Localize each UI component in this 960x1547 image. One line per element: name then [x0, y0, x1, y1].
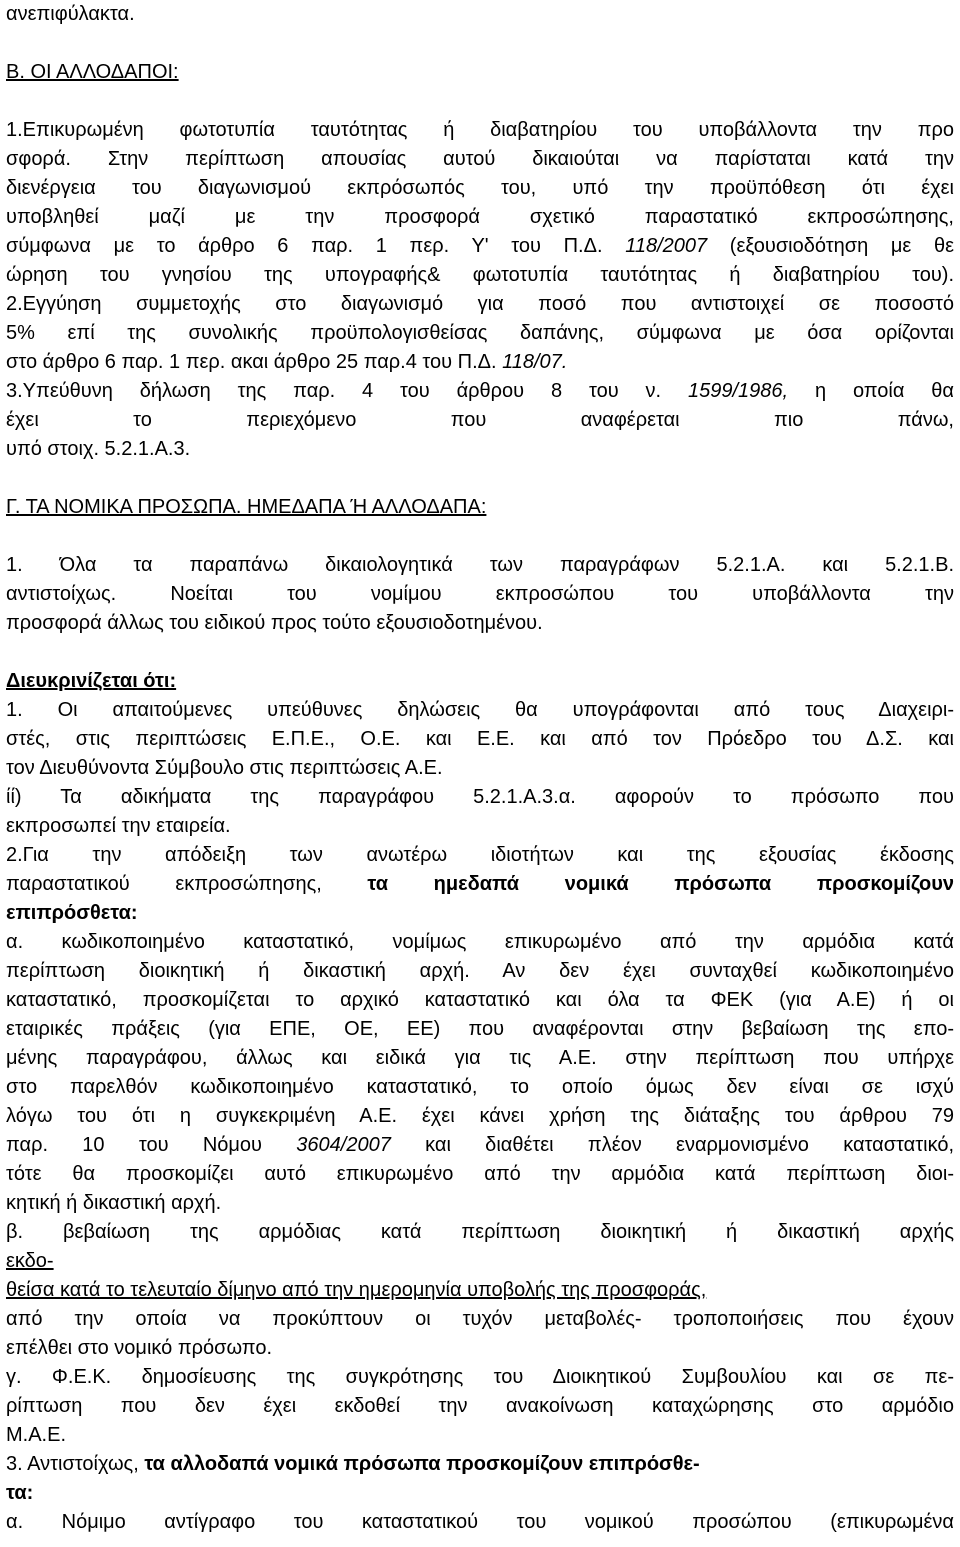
text-line: 1.Επικυρωμένη φωτοτυπία ταυτότητας ή διαβατηρίου του υποβάλλοντα την προ: [6, 119, 954, 141]
text-line: καταστατικό, προσκομίζεται το αρχικό καταστατικό και όλα τα ΦΕΚ (για Α.Ε) ή οι: [6, 989, 954, 1011]
text-line: περίπτωση διοικητική ή δικαστική αρχή. Αν δεν έχει συνταχθεί κωδικοποιημένο: [6, 960, 954, 982]
text-line: παρ. 10 του Νόμου 3604/2007 και διαθέτει πλέον εναρμονισμένο καταστατικό,: [6, 1134, 954, 1156]
text-line: ώρηση του γνησίου της υπογραφής& φωτοτυπία ταυτότητας ή διαβατηρίου του).: [6, 264, 954, 286]
text-line: προσφορά άλλως του ειδικού προς τούτο εξουσιοδοτημένου.: [6, 612, 543, 634]
text-line: επέλθει στο νομικό πρόσωπο.: [6, 1337, 273, 1359]
text-line: τότε θα προσκομίζει αυτό επικυρωμένο από την αρμόδια κατά περίπτωση διοι-: [6, 1163, 954, 1185]
text-line: διενέργεια του διαγωνισμού εκπρόσωπός του, υπό την προϋπόθεση ότι έχει: [6, 177, 954, 199]
text-line: υποβληθεί μαζί με την προσφορά σχετικό παραστατικό εκπροσώπησης,: [6, 206, 954, 228]
text-line: τον Διευθύνοντα Σύμβουλο στις περιπτώσεις Α.Ε.: [6, 757, 443, 779]
text-line: α. Νόμιμο αντίγραφο του καταστατικού του νομικού προσώπου (επικυρωμένα: [6, 1511, 954, 1533]
text-line: ρίπτωση που δεν έχει εκδοθεί την ανακοίνωση καταχώρησης στο αρμόδιο: [6, 1395, 954, 1417]
text-line: τα:: [6, 1482, 34, 1504]
text-line: έχει το περιεχόμενο που αναφέρεται πιο πάνω,: [6, 409, 954, 431]
text-line: σύμφωνα με το άρθρο 6 παρ. 1 περ. Υ' του Π.Δ. 118/2007 (εξουσιοδότηση με θε: [6, 235, 954, 257]
text-line: 3. Αντιστοίχως, τα αλλοδαπά νομικά πρόσωπα προσκομίζουν επιπρόσθε-: [6, 1453, 700, 1475]
text-line: 1. Οι απαιτούμενες υπεύθυνες δηλώσεις θα υπογράφονται από τους Διαχειρι-: [6, 699, 954, 721]
section-heading-c: Γ. ΤΑ ΝΟΜΙΚΑ ΠΡΟΣΩΠΑ. ΗΜΕΔΑΠΑ Ή ΑΛΛΟΔΑΠΑ:: [6, 496, 487, 518]
text-line: εκδο-: [6, 1250, 54, 1272]
text-line: στο άρθρο 6 παρ. 1 περ. ακαι άρθρο 25 παρ.4 του Π.Δ. 118/07.: [6, 351, 568, 373]
text-line: επιπρόσθετα:: [6, 902, 138, 924]
text-line: 3.Υπεύθυνη δήλωση της παρ. 4 του άρθρου 8 του ν. 1599/1986, η οποία θα: [6, 380, 954, 402]
text-line: παραστατικού εκπροσώπησης, τα ημεδαπά νομικά πρόσωπα προσκομίζουν: [6, 873, 954, 895]
text-line: αντιστοίχως. Νοείται του νομίμου εκπροσώπου του υποβάλλοντα την: [6, 583, 954, 605]
text-line: στο παρελθόν κωδικοποιημένο καταστατικό, το οποίο όμως δεν είναι σε ισχύ: [6, 1076, 954, 1098]
text-line: ίί) Τα αδικήματα της παραγράφου 5.2.1.Α.3.α. αφορούν το πρόσωπο που: [6, 786, 954, 808]
text-line: μένης παραγράφου, άλλως και ειδικά για τις Α.Ε. στην περίπτωση που υπήρχε: [6, 1047, 954, 1069]
text-line: κητική ή δικαστική αρχή.: [6, 1192, 222, 1214]
text-line: υπό στοιχ. 5.2.1.Α.3.: [6, 438, 191, 460]
text-line: 2.Εγγύηση συμμετοχής στο διαγωνισμό για ποσό που αντιστοιχεί σε ποσοστό: [6, 293, 954, 315]
text-line: θείσα κατά το τελευταίο δίμηνο από την ημερομηνία υποβολής της προσφοράς,: [6, 1279, 707, 1301]
text-line: 1. Όλα τα παραπάνω δικαιολογητικά των παραγράφων 5.2.1.Α. και 5.2.1.Β.: [6, 554, 954, 576]
text-line: 5% επί της συνολικής προϋπολογισθείσας δαπάνης, σύμφωνα με όσα ορίζονται: [6, 322, 954, 344]
text-line: β. βεβαίωση της αρμόδιας κατά περίπτωση διοικητική ή δικαστική αρχής: [6, 1221, 954, 1243]
section-heading-b: Β. ΟΙ ΑΛΛΟΔΑΠΟΙ:: [6, 61, 179, 83]
clarification-heading: Διευκρινίζεται ότι:: [6, 670, 177, 692]
text-line: γ. Φ.Ε.Κ. δημοσίευσης της συγκρότησης του Διοικητικού Συμβουλίου και σε πε-: [6, 1366, 954, 1388]
text-line: εκπροσωπεί την εταιρεία.: [6, 815, 231, 837]
text-line: α. κωδικοποιημένο καταστατικό, νομίμως επικυρωμένο από την αρμόδια κατά: [6, 931, 954, 953]
text-line: εταιρικές πράξεις (για ΕΠΕ, ΟΕ, ΕΕ) που αναφέρονται στην βεβαίωση της επο-: [6, 1018, 954, 1040]
text-line: σφορά. Στην περίπτωση απουσίας αυτού δικαιούται να παρίσταται κατά την: [6, 148, 954, 170]
text-line: από την οποία να προκύπτουν οι τυχόν μεταβολές- τροποποιήσεις που έχουν: [6, 1308, 954, 1330]
text-line: Μ.Α.Ε.: [6, 1424, 67, 1446]
text-line: στές, στις περιπτώσεις Ε.Π.Ε., Ο.Ε. και Ε.Ε. και από τον Πρόεδρο του Δ.Σ. και: [6, 728, 954, 750]
text-line: 2.Για την απόδειξη των ανωτέρω ιδιοτήτων και της εξουσίας έκδοσης: [6, 844, 954, 866]
text-line: λόγω του ότι η συγκεκριμένη Α.Ε. έχει κάνει χρήση της διάταξης του άρθρου 79: [6, 1105, 954, 1127]
text-line: ανεπιφύλακτα.: [6, 3, 135, 25]
